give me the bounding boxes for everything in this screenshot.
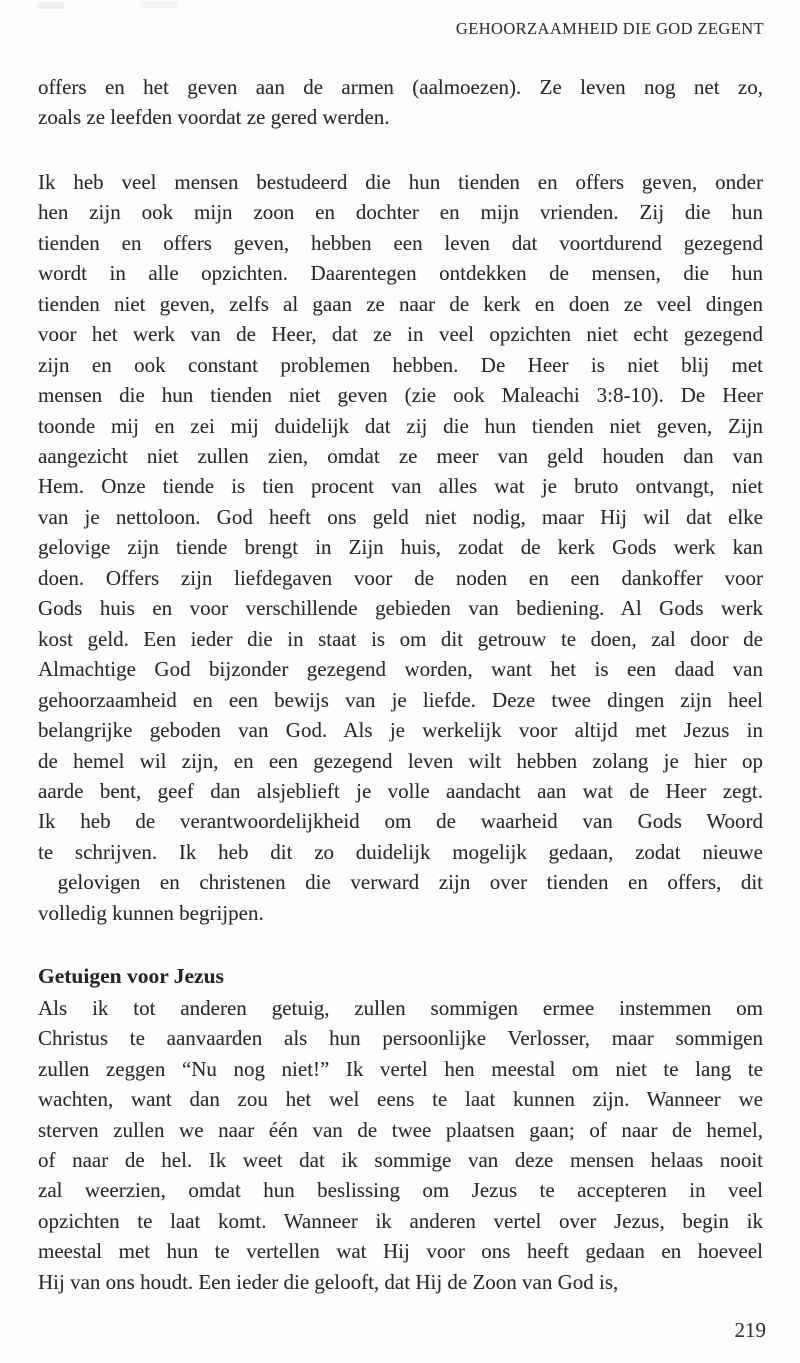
- body-line: aangezicht niet zullen zien, omdat ze meer van geld houden dan van: [38, 443, 763, 468]
- body-line: zoals ze leefden voordat ze gered werden.: [38, 105, 390, 130]
- body-line: gelovigen en christenen die verward zijn over tienden en offers, dit: [38, 870, 763, 895]
- body-line: sterven zullen we naar één van de twee plaatsen gaan; of naar de hemel,: [38, 1117, 763, 1142]
- body-line: tienden niet geven, zelfs al gaan ze naar de kerk en doen ze veel dingen: [38, 291, 763, 316]
- body-line: meestal met hun te vertellen wat Hij voor ons heeft gedaan en hoeveel: [38, 1239, 763, 1264]
- body-line: opzichten te laat komt. Wanneer ik anderen vertel over Jezus, begin ik: [38, 1208, 763, 1233]
- page-number: 219: [734, 1318, 766, 1342]
- body-line: toonde mij en zei mij duidelijk dat zij die hun tienden niet geven, Zijn: [38, 413, 763, 438]
- body-line: belangrijke geboden van God. Als je werkelijk voor altijd met Jezus in: [38, 718, 763, 743]
- body-line: zal weerzien, omdat hun beslissing om Jezus te accepteren in veel: [38, 1178, 763, 1203]
- body-line: van je nettoloon. God heeft ons geld niet nodig, maar Hij wil dat elke: [38, 504, 763, 529]
- body-line: volledig kunnen begrijpen.: [38, 900, 264, 925]
- body-line: mensen die hun tienden niet geven (zie ook Maleachi 3:8-10). De Heer: [38, 383, 763, 408]
- body-line: gelovige zijn tiende brengt in Zijn huis, zodat de kerk Gods werk kan: [38, 535, 763, 560]
- running-header: GEHOORZAAMHEID DIE GOD ZEGENT: [455, 19, 764, 38]
- body-line: wachten, want dan zou het wel eens te laat kunnen zijn. Wanneer we: [38, 1087, 763, 1112]
- body-line: of naar de hel. Ik weet dat ik sommige van deze mensen helaas nooit: [38, 1147, 763, 1172]
- page-body: [38, 72, 763, 1297]
- scan-smudge: [38, 2, 64, 9]
- body-line: hen zijn ook mijn zoon en dochter en mijn vrienden. Zij die hun: [38, 200, 763, 225]
- body-line: tienden en offers geven, hebben een leven dat voortdurend gezegend: [38, 230, 763, 255]
- body-line: aarde bent, geef dan alsjeblieft je volle aandacht aan wat de Heer zegt.: [38, 778, 763, 803]
- body-line: Als ik tot anderen getuig, zullen sommigen ermee instemmen om: [38, 995, 763, 1020]
- body-line: doen. Offers zijn liefdegaven voor de noden en een dankoffer voor: [38, 565, 763, 590]
- body-line: offers en het geven aan de armen (aalmoezen). Ze leven nog net zo,: [38, 75, 763, 99]
- body-line: de hemel wil zijn, en een gezegend leven wilt hebben zolang je hier op: [38, 748, 763, 773]
- body-line: Almachtige God bijzonder gezegend worden, want het is een daad van: [38, 657, 763, 682]
- body-line: Ik heb veel mensen bestudeerd die hun tienden en offers geven, onder: [38, 169, 763, 194]
- body-line: Hem. Onze tiende is tien procent van alles wat je bruto ontvangt, niet: [38, 474, 763, 499]
- body-line: kost geld. Een ieder die in staat is om dit getrouw te doen, zal door de: [38, 626, 763, 651]
- body-line: wordt in alle opzichten. Daarentegen ontdekken de mensen, die hun: [38, 261, 763, 286]
- scan-smudge: [140, 1, 178, 8]
- paragraph: [38, 167, 763, 928]
- body-line: Christus te aanvaarden als hun persoonlijke Verlosser, maar sommigen: [38, 1026, 763, 1051]
- body-line: Ik heb de verantwoordelijkheid om de waarheid van Gods Woord: [38, 809, 763, 834]
- body-line: te schrijven. Ik heb dit zo duidelijk mogelijk gedaan, zodat nieuwe: [38, 839, 763, 864]
- paragraph: [38, 72, 763, 133]
- body-line: zijn en ook constant problemen hebben. De Heer is niet blij met: [38, 352, 763, 377]
- section-heading: Getuigen voor Jezus: [38, 964, 224, 989]
- body-line: gehoorzaamheid en een bewijs van je liefde. Deze twee dingen zijn heel: [38, 687, 763, 712]
- body-line: Gods huis en voor verschillende gebieden van bediening. Al Gods werk: [38, 596, 763, 621]
- body-line: Hij van ons houdt. Een ieder die gelooft, dat Hij de Zoon van God is,: [38, 1269, 619, 1294]
- paragraph: [38, 993, 763, 1298]
- body-line: voor het werk van de Heer, dat ze in veel opzichten niet echt gezegend: [38, 322, 763, 347]
- body-line: zullen zeggen “Nu nog niet!” Ik vertel hen meestal om niet te lang te: [38, 1056, 763, 1081]
